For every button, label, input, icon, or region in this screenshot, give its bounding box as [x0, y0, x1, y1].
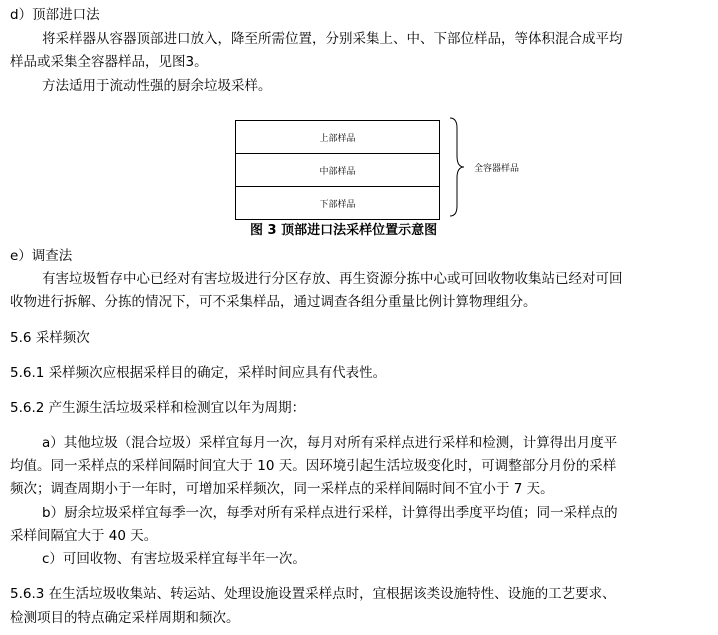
heading-5-6: 5.6 采样频次 [10, 330, 90, 346]
cell-lower-sample: 下部样品 [319, 199, 356, 210]
paragraph-e-line2: 收物进行拆解、分拣的情况下，可不采集样品，通过调查各组分重量比例计算物理组分。 [10, 294, 537, 310]
cell-upper-sample: 上部样品 [236, 121, 439, 154]
paragraph-d-line2: 样品或采集全容器样品，见图3。 [10, 54, 208, 70]
item-b-line2: 采样间隔宜大于 40 天。 [10, 528, 158, 544]
heading-d: d）顶部进口法 [10, 7, 100, 23]
paragraph-d-applicability: 方法适用于流动性强的厨余垃圾采样。 [42, 78, 272, 94]
figure-3-sampling-diagram [235, 120, 440, 220]
clause-5-6-2: 5.6.2 产生源生活垃圾采样和检测宜以年为周期： [10, 400, 306, 416]
brace-label-full-container: 全容器样品 [474, 164, 520, 174]
heading-e: e）调查法 [10, 248, 73, 264]
item-c: c）可回收物、有害垃圾采样宜每半年一次。 [42, 551, 306, 567]
item-a-line2: 均值。同一采样点的采样间隔时间宜大于 10 天。因环境引起生活垃圾变化时，可调整部分月份的采样 [10, 458, 617, 474]
paragraph-e-line1: 有害垃圾暂存中心已经对有害垃圾进行分区存放、再生资源分拣中心或可回收物收集站已经对可回 [42, 271, 623, 287]
item-a-line1: a）其他垃圾（混合垃圾）采样宜每月一次，每月对所有采样点进行采样和检测，计算得出月度平 [42, 435, 618, 451]
clause-5-6-3-line1: 5.6.3 在生活垃圾收集站、转运站、处理设施设置采样点时，宜根据该类设施特性、设施的工艺要求、 [10, 586, 616, 602]
cell-middle-sample: 中部样品 [236, 154, 439, 187]
item-b-line1: b）厨余垃圾采样宜每季一次，每季对所有采样点进行采样，计算得出季度平均值；同一采样点的 [42, 505, 618, 521]
clause-5-6-1: 5.6.1 采样频次应根据采样目的确定，采样时间应具有代表性。 [10, 365, 387, 381]
item-a-line3: 频次；调查周期小于一年时，可增加采样频次，同一采样点的采样间隔时间不宜小于 7 天。 [10, 481, 554, 497]
clause-5-6-3-line2: 检测项目的特点确定采样周期和频次。 [10, 610, 240, 626]
figure-caption: 图 3 顶部进口法采样位置示意图 [250, 223, 438, 238]
brace-icon [448, 116, 468, 218]
paragraph-d-line1: 将采样器从容器顶部进口放入，降至所需位置，分别采集上、中、下部位样品，等体积混合成平均 [42, 31, 623, 47]
